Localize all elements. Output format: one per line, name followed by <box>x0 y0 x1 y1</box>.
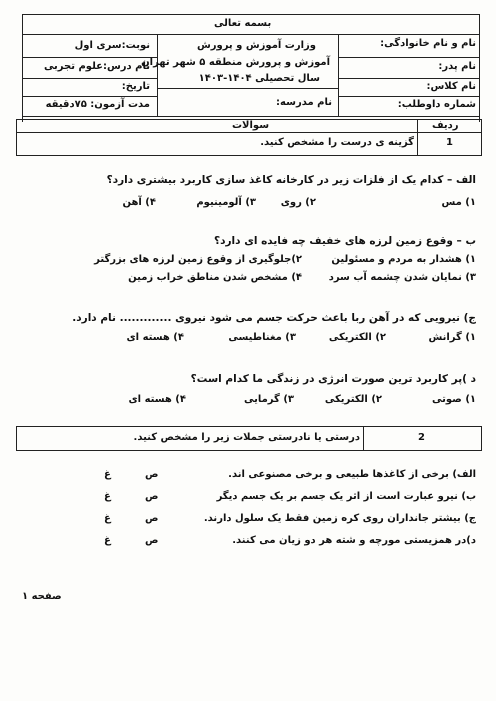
header-row-line-2 <box>22 57 157 58</box>
header-row-line-3 <box>22 78 157 79</box>
option-3: ۳) گرمایی <box>243 394 294 405</box>
option-2: ۲) روی <box>280 197 316 208</box>
subject-name: نام درس:علوم تجربی <box>43 61 150 72</box>
questions-column-label: سوالات <box>232 120 270 131</box>
bismillah: بسمه تعالی <box>214 18 272 29</box>
option-3: ۳) مغناطیسی <box>228 332 296 343</box>
option-3: ۳) نمایان شدن چشمه آب سرد <box>328 272 476 283</box>
statement-text: ج) بیشتر جانداران روی کره زمین فقط یک سلول دارند. <box>203 513 476 524</box>
true-label[interactable]: ص <box>145 469 159 480</box>
exam-date-field: تاریخ: <box>121 81 150 92</box>
header-row-line-4b <box>157 88 338 89</box>
header-top-border <box>22 14 480 15</box>
section2-divider <box>363 426 364 451</box>
header-row-line-1 <box>22 34 480 35</box>
option-4: ۴) مشخص شدن مناطق خراب زمین <box>128 272 302 283</box>
table-header-left-border <box>16 119 17 155</box>
exam-shift: نوبت:سری اول <box>74 40 150 51</box>
question-text: د )پر کاربرد ترین صورت انرژی در زندگی ما کدام است؟ <box>190 373 476 385</box>
true-label[interactable]: ص <box>145 491 159 502</box>
row-column-label: ردیف <box>432 120 459 131</box>
student-number-field: شماره داوطلب: <box>397 99 476 110</box>
section2-top <box>16 426 482 427</box>
section2-right <box>481 426 482 451</box>
ministry-title: وزارت آموزش و پرورش <box>196 40 316 51</box>
section1-instruction: گزینه ی درست را مشخص کنید. <box>260 137 414 148</box>
option-2: ۲) الکتریکی <box>324 394 382 405</box>
question-text: ب – وقوع زمین لرزه های خفیف چه فایده ای دارد؟ <box>214 235 476 247</box>
option-1: ۱) مس <box>441 197 476 208</box>
header-row-line-2b <box>338 57 480 58</box>
full-name-field: نام و نام خانوادگی: <box>380 38 476 49</box>
header-right-border <box>479 14 480 122</box>
table-header-right-border <box>481 119 482 155</box>
header-divider-left <box>157 34 158 116</box>
question-text: الف – کدام یک از فلزات زیر در کارخانه کاغذ سازی کاربرد بیشتری دارد؟ <box>106 174 476 186</box>
table-header-divider <box>417 119 418 155</box>
school-year: سال تحصیلی ۱۴۰۴-۱۴۰۳ <box>198 73 320 84</box>
statement-text: الف) برخی از کاغذها طبیعی و برخی مصنوعی اند. <box>228 469 476 480</box>
table-header-bottom <box>16 132 482 133</box>
header-divider-right <box>338 34 339 116</box>
option-4: ۴) هسته ای <box>128 394 186 405</box>
header-row-line-4 <box>22 96 157 97</box>
section1-header-bottom <box>16 155 482 156</box>
true-label[interactable]: ص <box>145 513 159 524</box>
school-name-field: نام مدرسه: <box>276 97 332 108</box>
class-name-field: نام کلاس: <box>426 81 476 92</box>
false-label[interactable]: غ <box>104 535 111 546</box>
option-1: ۱) هشدار به مردم و مسئولین <box>331 254 476 265</box>
father-name-field: نام پدر: <box>438 61 476 72</box>
header-left-border <box>22 14 23 122</box>
section2-instruction: درستی یا نادرستی جملات زیر را مشخص کنید. <box>133 432 360 443</box>
statement-text: د)در همزیستی مورچه و شته هر دو زیان می کنند. <box>232 535 476 546</box>
false-label[interactable]: غ <box>104 513 111 524</box>
header-row-line-3b <box>338 78 480 79</box>
page-number: صفحه ۱ <box>22 591 62 602</box>
option-4: ۴) هسته ای <box>126 332 184 343</box>
district-title: آموزش و پرورش منطقه ۵ شهر تهران <box>141 57 330 68</box>
option-3: ۳) آلومینیوم <box>196 197 256 208</box>
header-bottom-border <box>22 116 480 117</box>
statement-text: ب) نیرو عبارت است از اثر یک جسم بر یک جسم دیگر <box>216 491 476 502</box>
section2-number: 2 <box>418 432 425 443</box>
question-text: ج) نیرویی که در آهن ربا باعث حرکت جسم می شود نیروی ............. نام دارد. <box>72 312 476 324</box>
option-4: ۴) آهن <box>122 197 156 208</box>
option-1: ۱) صوتی <box>432 394 476 405</box>
exam-duration: مدت آزمون: ۷۵دقیقه <box>45 99 150 110</box>
section1-number: 1 <box>446 137 453 148</box>
header-row-line-4c <box>338 96 480 97</box>
true-label[interactable]: ص <box>145 535 159 546</box>
section2-bottom <box>16 450 482 451</box>
option-1: ۱) گرانش <box>428 332 476 343</box>
false-label[interactable]: غ <box>104 491 111 502</box>
option-2: ۲)جلوگیری از وقوع زمین لرزه های بزرگتر <box>94 254 302 265</box>
false-label[interactable]: غ <box>104 469 111 480</box>
option-2: ۲) الکتریکی <box>328 332 386 343</box>
section2-left <box>16 426 17 451</box>
